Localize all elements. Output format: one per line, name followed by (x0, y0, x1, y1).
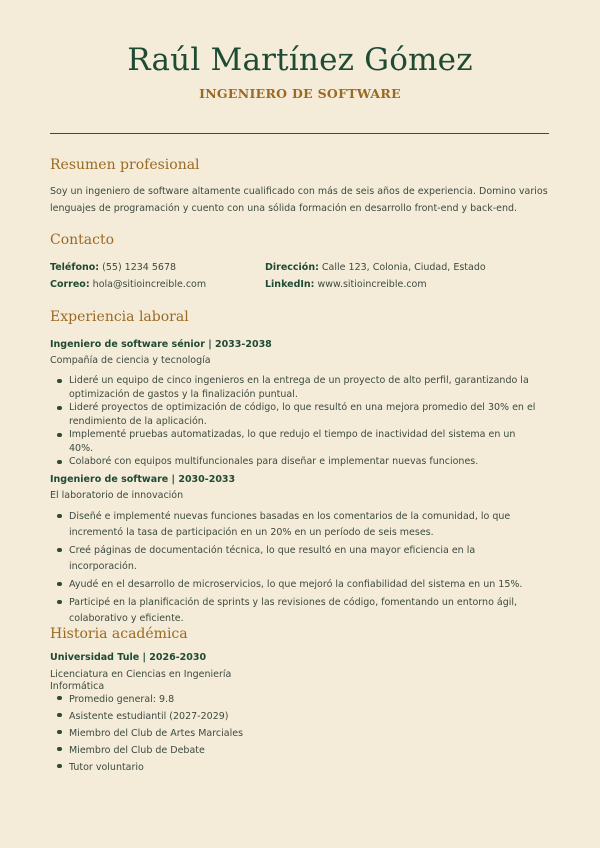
job-bullets (50, 374, 540, 469)
address-value: Calle 123, Colonia, Ciudad, Estado (321, 262, 486, 273)
job-organization: El laboratorio de innovación (50, 490, 184, 501)
summary-title: Resumen profesional (50, 157, 200, 173)
email-label: Correo: (50, 279, 90, 290)
contact-address (265, 262, 486, 273)
job-heading: Ingeniero de software sénior | 2033-2038 (50, 339, 272, 350)
contact-email (50, 279, 206, 290)
list-item: Creé páginas de documentación técnica, lo que resultó en una mayor eficiencia en la incorporación. (50, 543, 540, 575)
list-item: Miembro del Club de Debate (50, 742, 540, 759)
list-item: Lideré un equipo de cinco ingenieros en la entrega de un proyecto de alto perfil, garantizando la optimización de gastos y la finalización puntual. (50, 374, 540, 401)
list-item: Tutor voluntario (50, 759, 540, 776)
linkedin-label: LinkedIn: (265, 279, 315, 290)
summary-text: Soy un ingeniero de software altamente cualificado con más de seis años de experiencia. Domino varios lenguajes de programación y cuento con una sólida formación en desarrollo front-end y back-end. (50, 186, 548, 214)
contact-linkedin (265, 279, 427, 290)
job-organization: Compañía de ciencia y tecnología (50, 355, 211, 366)
candidate-name: Raúl Martínez Gómez (127, 42, 473, 78)
list-item: Implementé pruebas automatizadas, lo que redujo el tiempo de inactividad del sistema en un 40%. (50, 428, 540, 455)
list-item: Participé en la planificación de sprints y las revisiones de código, fomentando un entorno ágil, colaborativo y eficiente. (50, 595, 540, 627)
list-item: Colaboré con equipos multifuncionales para diseñar e implementar nuevas funciones. (50, 455, 540, 469)
list-item: Promedio general: 9.8 (50, 691, 540, 708)
list-item: Diseñé e implementé nuevas funciones basadas en los comentarios de la comunidad, lo que incrementó la tasa de participación en un 20% en un período de seis meses. (50, 509, 540, 541)
list-item: Ayudé en el desarrollo de microservicios, lo que mejoró la confiabilidad del sistema en un 15%. (50, 577, 540, 593)
education-degree (50, 669, 231, 693)
education-bullets (50, 691, 540, 776)
contact-phone (50, 262, 176, 273)
phone-value: (55) 1234 5678 (102, 262, 177, 273)
degree-line: Informática (50, 681, 105, 692)
experience-title: Experiencia laboral (50, 309, 189, 325)
list-item: Miembro del Club de Artes Marciales (50, 725, 540, 742)
job-heading: Ingeniero de software | 2030-2033 (50, 474, 236, 485)
address-label: Dirección: (265, 262, 319, 273)
education-title: Historia académica (50, 626, 188, 642)
header-divider (50, 133, 549, 134)
education-heading: Universidad Tule | 2026-2030 (50, 652, 207, 663)
linkedin-value: www.sitioincreible.com (317, 279, 427, 290)
list-item: Asistente estudiantil (2027-2029) (50, 708, 540, 725)
email-value: hola@sitioincreible.com (92, 279, 207, 290)
degree-line: Licenciatura en Ciencias en Ingeniería (50, 669, 232, 680)
list-item: Lideré proyectos de optimización de código, lo que resultó en una mejora promedio del 30% en el rendimiento de la aplicación. (50, 401, 540, 428)
job-bullets (50, 509, 540, 627)
contact-title: Contacto (50, 232, 115, 248)
job-title: INGENIERO DE SOFTWARE (199, 86, 401, 101)
phone-label: Teléfono: (50, 262, 100, 273)
